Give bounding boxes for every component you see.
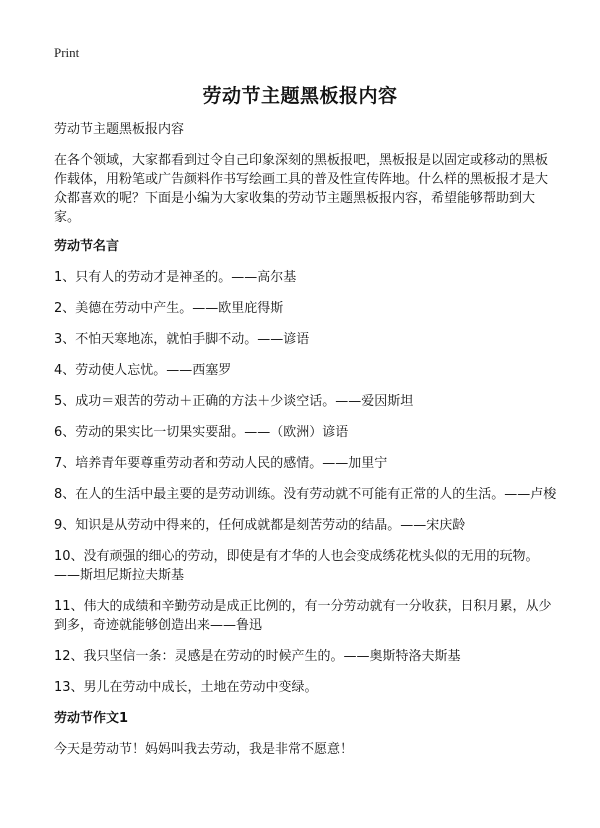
- quote-item: 2、美德在劳动中产生。——欧里庇得斯: [54, 301, 284, 316]
- quote-item: 5、成功＝艰苦的劳动＋正确的方法＋少谈空话。——爱因斯坦: [54, 394, 414, 409]
- quote-item: 6、劳动的果实比一切果实要甜。——（欧洲）谚语: [54, 425, 349, 440]
- essay-first-line: 今天是劳动节！妈妈叫我去劳动，我是非常不愿意！: [54, 742, 354, 757]
- quotes-list: [54, 268, 559, 697]
- quote-item: 12、我只坚信一条：灵感是在劳动的时候产生的。——奥斯特洛夫斯基: [54, 649, 461, 664]
- quote-item: 13、男儿在劳动中成长，土地在劳动中变绿。: [54, 680, 318, 695]
- quote-item: 4、劳动使人忘忧。——西塞罗: [54, 363, 232, 378]
- quote-item: 8、在人的生活中最主要的是劳动训练。没有劳动就不可能有正常的人的生活。——卢梭: [54, 487, 557, 502]
- document-title: 劳动节主题黑板报内容: [202, 85, 398, 107]
- quote-item: 9、知识是从劳动中得来的，任何成就都是刻苦劳动的结晶。——宋庆龄: [54, 518, 466, 533]
- quote-item: 3、不怕天寒地冻，就怕手脚不动。——谚语: [54, 332, 310, 347]
- essay-heading: 劳动节作文1: [54, 711, 129, 726]
- quote-item: 11、伟大的成绩和辛勤劳动是成正比例的，有一分劳动就有一分收获，日积月累，从少到多，奇迹就能够创造出来——鲁迅: [54, 599, 552, 633]
- quote-item: 1、只有人的劳动才是神圣的。——高尔基: [54, 270, 297, 285]
- quotes-heading: 劳动节名言: [54, 239, 120, 254]
- document-body: [54, 120, 559, 759]
- intro-paragraph: 在各个领域，大家都看到过令自己印象深刻的黑板报吧，黑板报是以固定或移动的黑板作载体，用粉笔或广告颜料作书写绘画工具的普及性宣传阵地。什么样的黑板报才是大众都喜欢的呢？下面是小编为大家收集的劳动节主题黑板报内容，希望能够帮助到大家。: [54, 153, 549, 225]
- quote-item: 7、培养青年要尊重劳动者和劳动人民的感情。——加里宁: [54, 456, 388, 471]
- quote-item: 10、没有顽强的细心的劳动，即使是有才华的人也会变成绣花枕头似的无用的玩物。——斯坦尼斯拉夫斯基: [54, 549, 539, 583]
- print-label: Print: [54, 45, 80, 60]
- document-subtitle: 劳动节主题黑板报内容: [54, 122, 185, 137]
